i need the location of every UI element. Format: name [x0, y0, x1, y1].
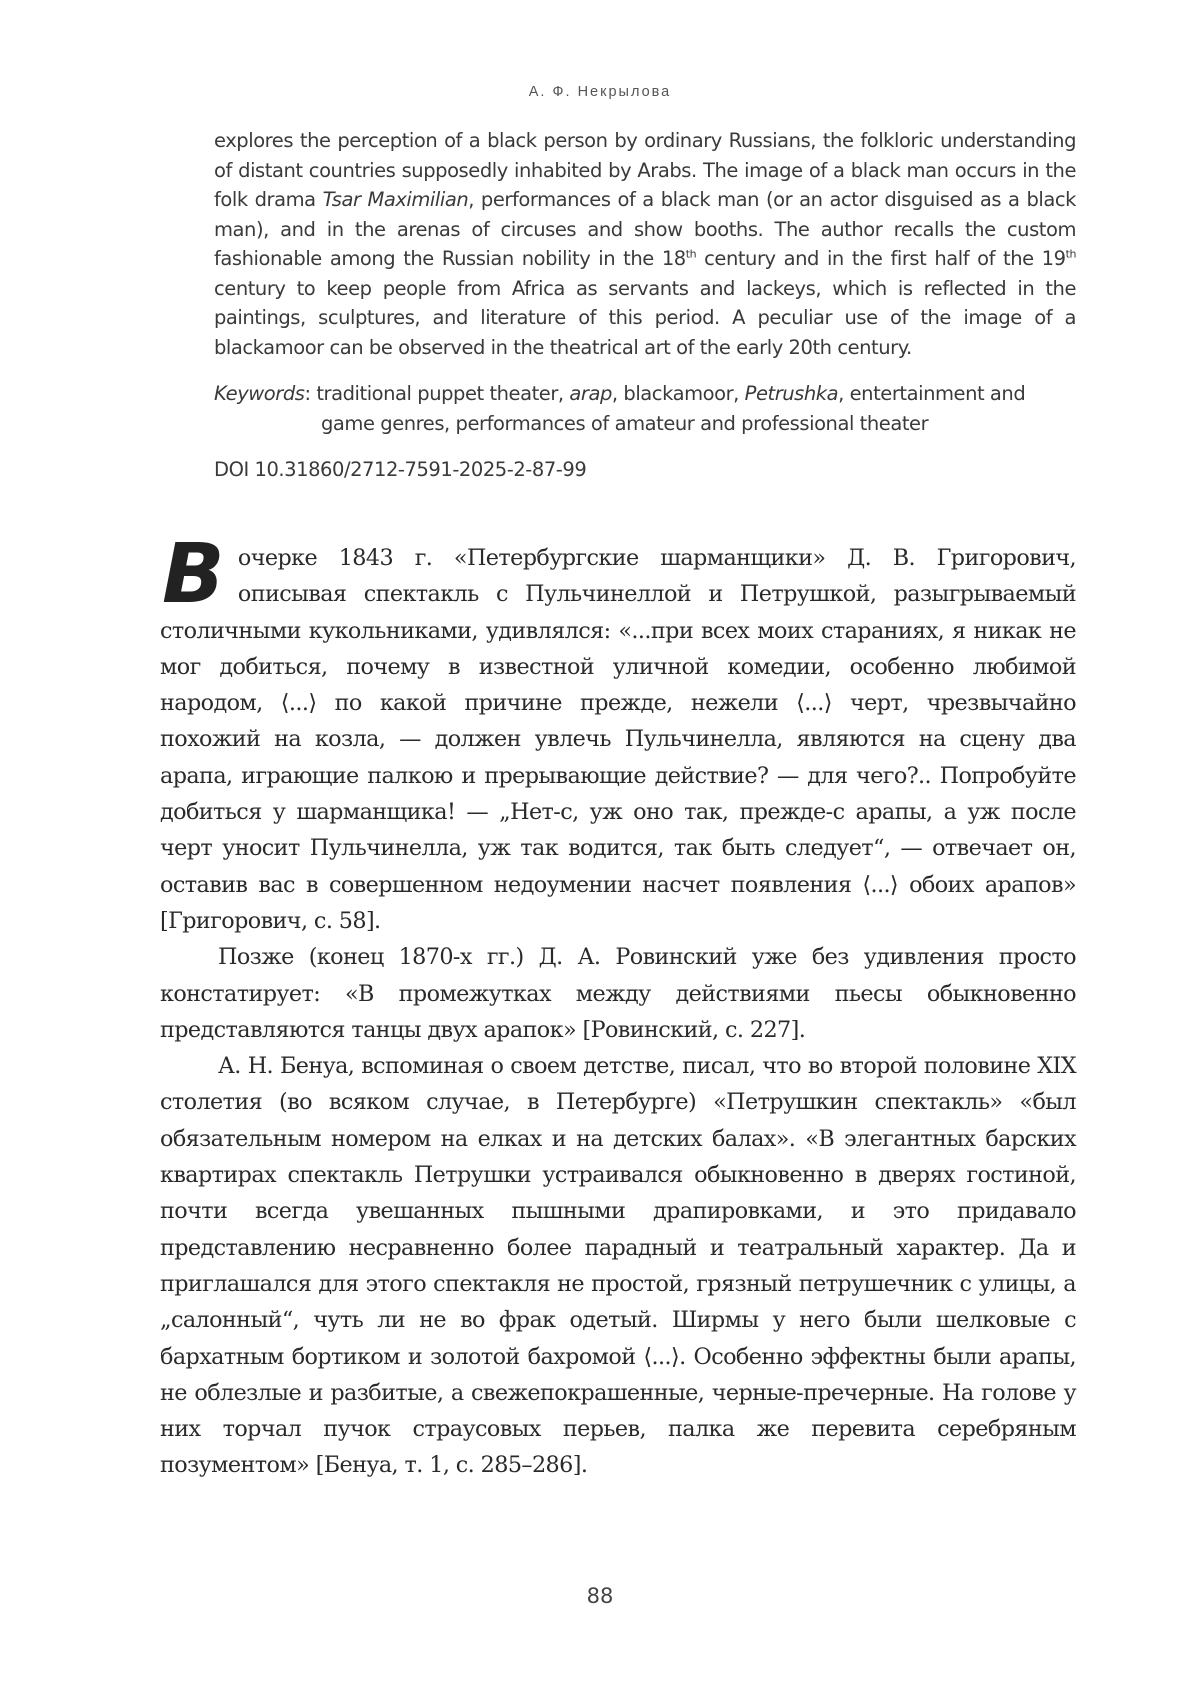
abstract-part-1: explores the perception of a black person by ordinary Russians, the folkloric understanding of distant countries supposedly inhabited by Arabs. The image of a black man occurs in the folk drama	[214, 129, 1076, 211]
paragraph-3: А. Н. Бенуа, вспоминая о своем детстве, писал, что во второй половине XIX столетия (во всяком случае, в Петербурге) «Петрушкин спектакль» «был обязательным номером на елках и на детских балах». «В элегантных барских квартирах спектакль Петрушки устраивался обыкновенно в дверях гостиной, почти всегда увешанных пышными драпировками, и это придавало представлению несравненно более парадный и театральный характер. Да и приглашался для этого спектакля не простой, грязный петрушечник с улицы, а „салонный“, чуть ли не во фрак одетый. Ширмы у него были шелковые с бархатным бортиком и золотой бахромой ⟨...⟩. Особенно эффектны были арапы, не облезлые и разбитые, а свежепокрашенные, черные-пречерные. На голове у них торчал пучок страусовых перьев, палка же перевита серебряным позументом» [Бенуа, т. 1, с. 285–286].	[160, 1053, 1076, 1479]
running-head: А. Ф. Некрылова	[528, 84, 672, 100]
abstract-part-4: century to keep people from Africa as servants and lackeys, which is reflected in the paintings, sculptures, and literature of this period. A peculiar use of the image of a blackamoor can be observed in the theatrical art of the early 20th century.	[214, 276, 1076, 359]
paragraph-1-text: очерке 1843 г. «Петербургские шарманщики» Д. В. Григорович, описывая спектакль с Пульчинеллой и Петрушкой, разыгрываемый столичными кукольниками, удивлялся: «...при всех моих стараниях, я никак не мог добиться, почему в известной уличной комедии, особенно любимой народом, ⟨...⟩ по какой причине прежде, нежели ⟨...⟩ черт, чрезвычайно похожий на козла, — должен увлечь Пульчинелла, являются на сцену два арапа, играющие палкою и прерывающие действие? — для чего?.. Попробуйте добиться у шарманщика! — „Нет-с, уж оно так, прежде-с арапы, а уж после черт уносит Пульчинелла, уж так водится, так быть следует“, — отвечает он, оставив вас в совершенном недоумении насчет появления ⟨...⟩ обоих арапов» [Григорович, с. 58].	[160, 545, 1076, 934]
page-number: 88	[586, 1584, 614, 1608]
keyword-petrushka: Petrushka	[744, 382, 839, 405]
abstract-title-tsar-maximilian: Tsar Maximilian	[322, 188, 469, 211]
keywords	[214, 379, 1076, 438]
abstract-part-3: century and in the first half of the 19	[696, 247, 1066, 270]
superscript-th-2: th	[1065, 247, 1076, 261]
doi: DOI 10.31860/2712-7591-2025-2-87-99	[214, 458, 587, 481]
paragraph-1	[160, 527, 1076, 939]
keywords-text-3: , entertainment and game genres, performances of amateur and professional theater	[321, 382, 1026, 435]
keywords-label: Keywords	[214, 382, 305, 405]
paragraph-2: Позже (конец 1870-х гг.) Д. А. Ровинский уже без удивления просто констатирует: «В промежутках между действиями пьесы обыкновенно представляются танцы двух арапок» [Ровинский, с. 227].	[160, 944, 1076, 1043]
main-text	[160, 527, 1076, 1484]
abstract-text	[214, 126, 1076, 362]
keyword-arap: arap	[569, 382, 612, 405]
superscript-th-1: th	[685, 247, 697, 261]
abstract-part-2: , performances of a black man (or an actor disguised as a black man), and in the arenas of circuses and show booths. The author recalls the custom fashionable among the Russian nobility in the 18	[214, 188, 1076, 270]
keywords-text-1: : traditional puppet theater,	[304, 382, 570, 405]
abstract-block	[214, 126, 1076, 485]
drop-cap: В	[162, 527, 224, 622]
keywords-text-2: , blackamoor,	[611, 382, 745, 405]
